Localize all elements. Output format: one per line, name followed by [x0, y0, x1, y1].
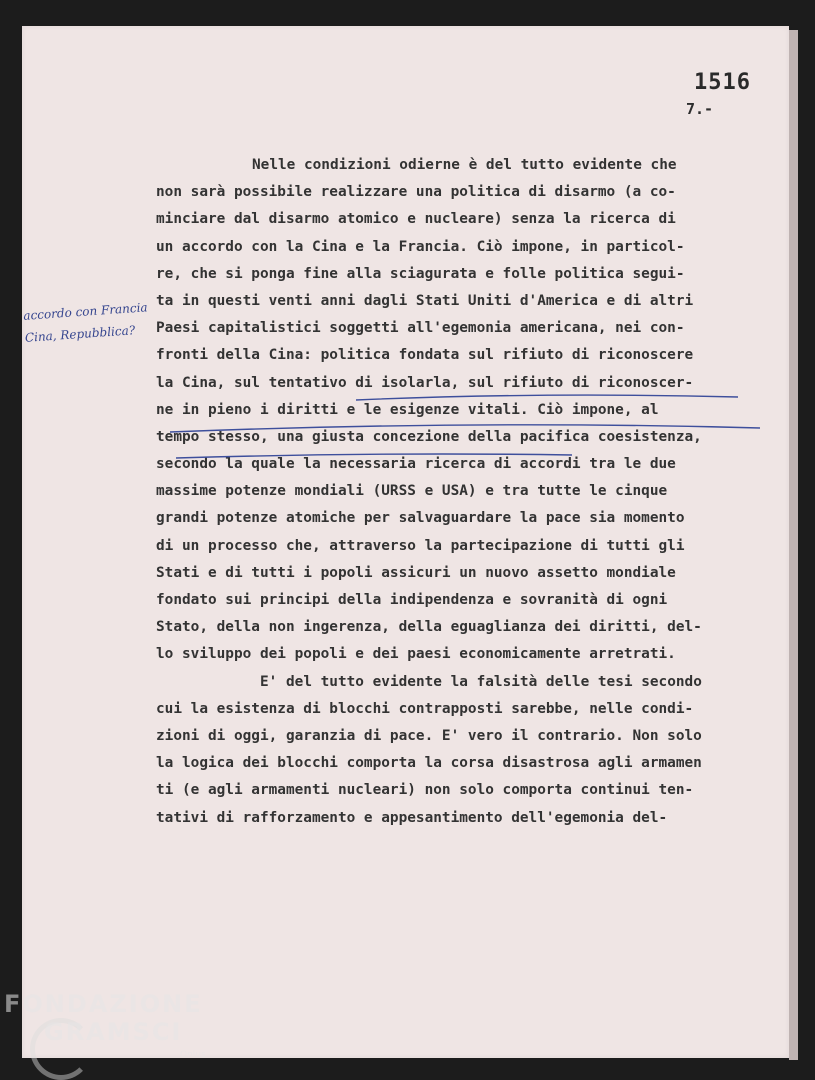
- watermark-sub: Onlus: [180, 1050, 206, 1060]
- text-line: fronti della Cina: politica fondata sul rifiuto di riconoscere: [156, 347, 694, 364]
- text-line: la Cina, sul tentativo di isolarla, sul rifiuto di riconoscer-: [156, 374, 694, 391]
- page-edge: [789, 30, 798, 1060]
- folio-number: 1516: [694, 70, 751, 95]
- margin-note-line: accordo con Francia: [22, 300, 149, 323]
- text-line: tativi di rafforzamento e appesantimento dell'egemonia del-: [156, 809, 668, 826]
- text-line: non sarà possibile realizzare una politica di disarmo (a co-: [156, 184, 676, 201]
- text-line: Nelle condizioni odierne è del tutto evidente che: [252, 157, 677, 173]
- text-line: la logica dei blocchi comporta la corsa disastrosa agli armamen: [156, 755, 702, 772]
- watermark: [4, 990, 203, 1046]
- watermark-line2: GRAMSCI: [44, 1018, 183, 1046]
- text-line: minciare dal disarmo atomico e nucleare) senza la ricerca di: [156, 211, 676, 228]
- text-line: massime potenze mondiali (URSS e USA) e tra tutte le cinque: [156, 483, 668, 500]
- typed-text-body: [156, 152, 766, 832]
- text-line: re, che si ponga fine alla sciagurata e folle politica segui-: [156, 265, 685, 282]
- text-line: ta in questi venti anni dagli Stati Uniti d'America e di altri: [156, 292, 694, 309]
- margin-note-line: Cina, Repubblica?: [24, 323, 136, 345]
- text-line: fondato sui principi della indipendenza e sovranità di ogni: [156, 592, 668, 608]
- text-line: di un processo che, attraverso la partecipazione di tutti gli: [156, 537, 685, 554]
- text-line: ti (e agli armamenti nucleari) non solo comporta continui ten-: [156, 782, 694, 799]
- watermark-line1: FONDAZIONE: [4, 990, 203, 1018]
- text-line: zioni di oggi, garanzia di pace. E' vero il contrario. Non solo: [156, 727, 702, 744]
- text-line: Stato, della non ingerenza, della eguaglianza dei diritti, del-: [156, 619, 702, 636]
- text-line: Stati e di tutti i popoli assicuri un nuovo assetto mondiale: [156, 564, 676, 581]
- page-number: 7.-: [686, 100, 714, 118]
- text-line: lo sviluppo dei popoli e dei paesi economicamente arretrati.: [156, 646, 676, 663]
- text-line: un accordo con la Cina e la Francia. Ciò impone, in particol-: [156, 238, 685, 255]
- text-line: tempo stesso, una giusta concezione della pacifica coesistenza,: [156, 428, 702, 445]
- text-line: cui la esistenza di blocchi contrapposti sarebbe, nelle condi-: [156, 700, 694, 717]
- text-line: Paesi capitalistici soggetti all'egemonia americana, nei con-: [156, 320, 685, 337]
- text-line: ne in pieno i diritti e le esigenze vitali. Ciò impone, al: [156, 401, 659, 418]
- text-line: secondo la quale la necessaria ricerca di accordi tra le due: [156, 456, 676, 473]
- text-line: E' del tutto evidente la falsità delle tesi secondo: [260, 673, 702, 690]
- text-line: grandi potenze atomiche per salvaguardare la pace sia momento: [156, 510, 685, 527]
